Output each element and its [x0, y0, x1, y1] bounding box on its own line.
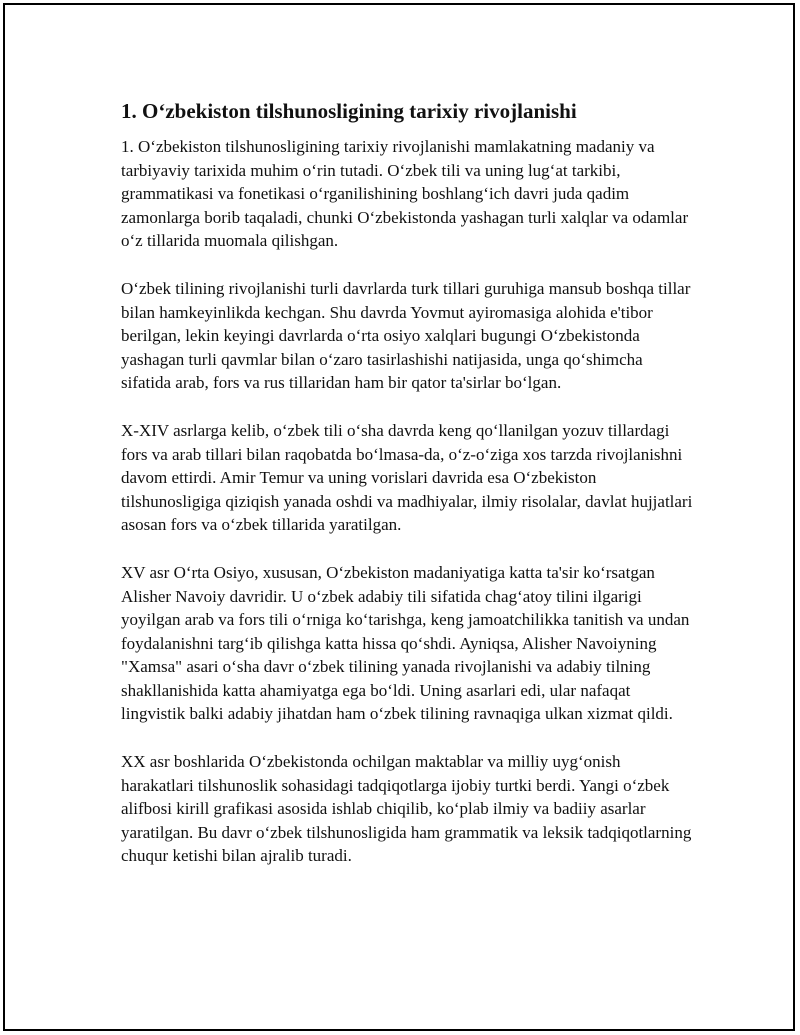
- paragraph-4: XV asr O‘rta Osiyo, xususan, O‘zbekiston madaniyatiga katta ta'sir ko‘rsatgan Alisher Navoiy davridir. U o‘zbek adabiy tili sifatida chag‘atoy tilini ilgarigi yoyilgan arab va fors tili o‘rniga ko‘tarishga, keng jamoatchilikka tanitish va undan foydalanishni targ‘ib qilishga katta hissa qo‘shdi. Ayniqsa, Alisher Navoiyning "Xamsa" asari o‘sha davr o‘zbek tilining yanada rivojlanishi va adabiy tilning shakllanishida katta ahamiyatga ega bo‘ldi. Uning asarlari edi, ular nafaqat lingvistik balki adabiy jihatdan ham o‘zbek tilining ravnaqiga ulkan xizmat qildi.: [121, 562, 690, 724]
- paragraph-3: X-XIV asrlarga kelib, o‘zbek tili o‘sha davrda keng qo‘llanilgan yozuv tillardagi fors va arab tillari bilan raqobatda bo‘lmasa-da, o‘z-o‘ziga xos tarzda rivojlanishni davom ettirdi. Amir Temur va uning vorislari davrida esa O‘zbekiston tilshunosligiga qiziqish yanada oshdi va madhiyalar, ilmiy risolalar, davlat hujjatlari asosan fors va o‘zbek tillarida yaratilgan.: [121, 420, 693, 535]
- paragraph-5: XX asr boshlarida O‘zbekistonda ochilgan maktablar va milliy uyg‘onish harakatlari tilshunoslik sohasidagi tadqiqotlarga ijobiy turtki berdi. Yangi o‘zbek alifbosi kirill grafikasi asosida ishlab chiqilib, ko‘plab ilmiy va badiiy asarlar yaratilgan. Bu davr o‘zbek tilshunosligida ham grammatik va leksik tadqiqotlarning chuqur ketishi bilan ajralib turadi.: [121, 752, 692, 866]
- paragraph-1: 1. O‘zbekiston tilshunosligining tarixiy rivojlanishi mamlakatning madaniy va tarbiyaviy tarixida muhim o‘rin tutadi. O‘zbek tili va uning lug‘at tarkibi, grammatikasi va fonetikasi o‘rganilishining boshlang‘ich davri juda qadim zamonlarga borib taqaladi, chunki O‘zbekistonda yashagan turli xalqlar va odamlar o‘z tillarida muomala qilishgan.: [121, 137, 689, 251]
- document-content: [121, 97, 693, 892]
- document-page: [3, 3, 795, 1031]
- document-title: 1. O‘zbekiston tilshunosligining tarixiy rivojlanishi: [121, 99, 577, 123]
- paragraph-2: O‘zbek tilining rivojlanishi turli davrlarda turk tillari guruhiga mansub boshqa tillar bilan hamkeyinlikda kechgan. Shu davrda Yovmut ayiromasiga alohida e'tibor berilgan, lekin keyingi davrlarda o‘rta osiyo xalqlari bugungi O‘zbekistonda yashagan turli qavmlar bilan o‘zaro tasirlashishi natijasida, unga qo‘shimcha sifatida arab, fors va rus tillaridan ham bir qator ta'sirlar bo‘lgan.: [121, 278, 691, 393]
